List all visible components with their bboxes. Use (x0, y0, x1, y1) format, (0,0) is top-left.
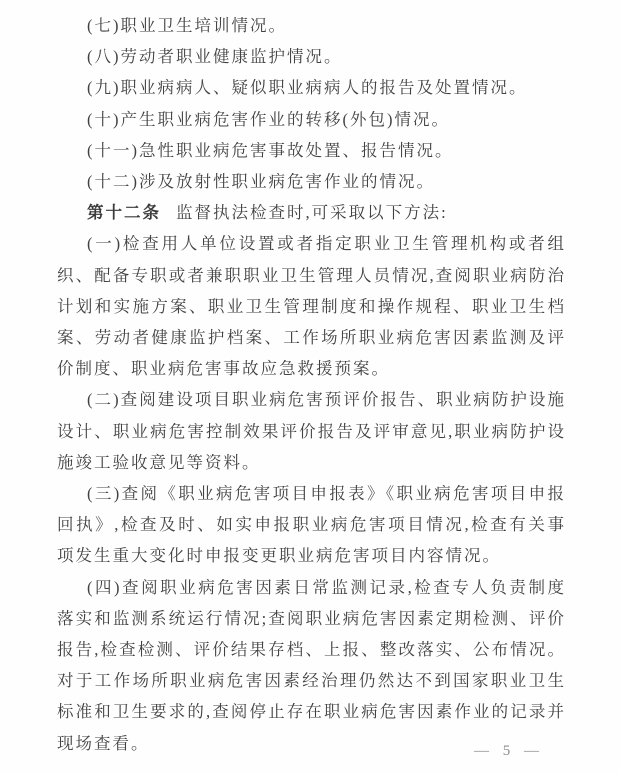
list-item-8: (八)劳动者职业健康监护情况。 (87, 47, 343, 67)
article-number: 第十二条 (87, 203, 161, 223)
list-item-10: (十)产生职业病危害作业的转移(外包)情况。 (87, 109, 450, 129)
list-item-11: (十一)急性职业病危害事故处置、报告情况。 (87, 140, 454, 160)
document-content (57, 10, 566, 759)
list-item-9: (九)职业病病人、疑似职业病病人的报告及处置情况。 (87, 78, 528, 98)
page-number: — 5 — (474, 743, 544, 759)
article-heading-line (57, 197, 566, 228)
clause-paragraph-1: (一)检查用人单位设置或者指定职业卫生管理机构或者组织、配备专职或者兼职职业卫生管理人员情况,查阅职业病防治计划和实施方案、职业卫生管理制度和操作规程、职业卫生档案、劳动者健康监护档案、工作场所职业病危害因素监测及评价制度、职业病危害事故应急救援预案。 (57, 234, 566, 379)
clause-paragraph-4: (四)查阅职业病危害因素日常监测记录,检查专人负责制度落实和监测系统运行情况;查阅职业病危害因素定期检测、评价报告,检查检测、评价结果存档、上报、整改落实、公布情况。对于工作场所职业病危害因素经治理仍然达不到国家职业卫生标准和卫生要求的,查阅停止存在职业病危害因素作业的记录并现场查看。 (57, 577, 566, 753)
page-footer (474, 743, 544, 760)
list-item-7: (七)职业卫生培训情况。 (87, 16, 287, 35)
clause-paragraph-2: (二)查阅建设项目职业病危害预评价报告、职业病防护设施设计、职业病危害控制效果评价报告及评审意见,职业病防护设施竣工验收意见等资料。 (57, 390, 566, 472)
list-item-12: (十二)涉及放射性职业病危害作业的情况。 (87, 172, 435, 192)
clause-paragraph-3: (三)查阅《职业病危害项目申报表》《职业病危害项目申报回执》,检查及时、如实申报职业病危害项目情况,检查有关事项发生重大变化时申报变更职业病危害项目内容情况。 (57, 484, 567, 566)
article-intro: 监督执法检查时,可采取以下方法: (176, 203, 448, 223)
